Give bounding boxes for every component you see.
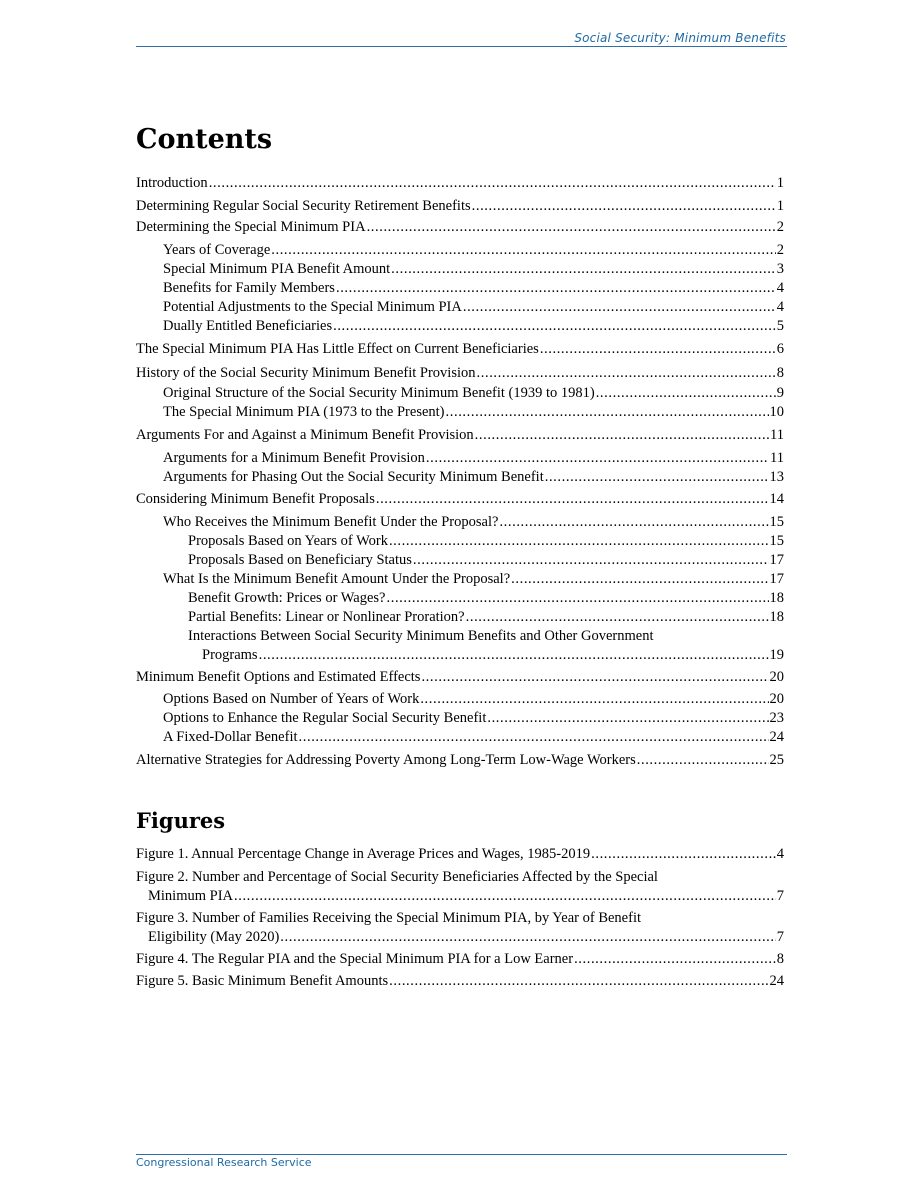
toc-entry[interactable] — [136, 197, 784, 216]
figure-label: Figure 5. Basic Minimum Benefit Amounts — [136, 973, 389, 989]
toc-entry[interactable] — [136, 608, 784, 627]
toc-label: Dually Entitled Beneficiaries — [163, 318, 333, 334]
toc-entry[interactable] — [136, 589, 784, 608]
toc-page-number: 20 — [769, 669, 784, 685]
toc-label: Arguments For and Against a Minimum Benefit Provision — [136, 427, 474, 443]
toc-label: Proposals Based on Years of Work — [188, 533, 388, 549]
toc-entry[interactable] — [136, 690, 784, 709]
toc-subgroup — [136, 690, 784, 747]
toc-label: Considering Minimum Benefit Proposals — [136, 491, 375, 507]
figure-page-number: 7 — [776, 888, 784, 904]
toc-page-number: 18 — [769, 590, 784, 606]
figure-entry[interactable] — [136, 845, 784, 864]
toc-entry[interactable] — [136, 751, 784, 770]
toc-page-number: 13 — [769, 469, 784, 485]
header-rule — [136, 46, 787, 47]
toc-label: The Special Minimum PIA (1973 to the Present) — [163, 404, 445, 420]
figure-entry[interactable] — [136, 950, 784, 969]
toc-entry[interactable] — [136, 218, 784, 237]
toc-label: Partial Benefits: Linear or Nonlinear Proration? — [188, 609, 465, 625]
toc-page-number: 10 — [769, 404, 784, 420]
toc-label: Benefit Growth: Prices or Wages? — [188, 590, 386, 606]
toc-label: Proposals Based on Beneficiary Status — [188, 552, 412, 568]
figure-entry[interactable] — [136, 972, 784, 991]
toc-page-number: 2 — [776, 219, 784, 235]
toc-entry[interactable] — [136, 668, 784, 687]
toc-label: Years of Coverage — [163, 242, 271, 258]
figure-page-number: 8 — [776, 951, 784, 967]
toc-entry[interactable] — [136, 364, 784, 383]
toc-page-number: 25 — [769, 752, 784, 768]
toc-entry-wrapped-first-line[interactable]: Interactions Between Social Security Minimum Benefits and Other Government — [188, 628, 654, 644]
contents-heading: Contents — [136, 124, 273, 155]
toc-page-number: 11 — [770, 427, 784, 443]
toc-label: Potential Adjustments to the Special Minimum PIA — [163, 299, 462, 315]
toc-entry[interactable] — [136, 298, 784, 317]
figure-page-number: 7 — [776, 929, 784, 945]
toc-label: Special Minimum PIA Benefit Amount — [163, 261, 391, 277]
toc-label: Determining the Special Minimum PIA — [136, 219, 366, 235]
toc-page-number: 15 — [769, 514, 784, 530]
toc-label: Options to Enhance the Regular Social Security Benefit — [163, 710, 487, 726]
figure-page-number: 4 — [776, 846, 784, 862]
figure-label: Figure 4. The Regular PIA and the Special Minimum PIA for a Low Earner — [136, 951, 574, 967]
toc-entry[interactable] — [136, 709, 784, 728]
toc-page-number: 14 — [769, 491, 784, 507]
toc-entry[interactable] — [136, 279, 784, 298]
toc-page-number: 17 — [769, 571, 784, 587]
toc-label: Arguments for a Minimum Benefit Provision — [163, 450, 425, 466]
toc-label: Benefits for Family Members — [163, 280, 335, 296]
toc-entry[interactable] — [136, 570, 784, 589]
toc-page-number: 23 — [769, 710, 784, 726]
toc-page-number: 9 — [776, 385, 784, 401]
running-header: Social Security: Minimum Benefits — [574, 31, 786, 45]
figure-page-number: 24 — [769, 973, 784, 989]
toc-page-number: 20 — [769, 691, 784, 707]
toc-label: Introduction — [136, 175, 208, 191]
toc-entry[interactable] — [136, 174, 784, 193]
toc-subgroup — [136, 384, 784, 422]
figure-label-first-line: Figure 3. Number of Families Receiving the Special Minimum PIA, by Year of Benefit — [136, 910, 642, 926]
figures-heading: Figures — [136, 808, 226, 833]
toc-subgroup — [136, 241, 784, 336]
toc-entry[interactable] — [136, 532, 784, 551]
figure-label-first-line: Figure 2. Number and Percentage of Social Security Beneficiaries Affected by the Special — [136, 869, 658, 885]
toc-page-number: 1 — [776, 198, 784, 214]
toc-subgroup — [136, 449, 784, 487]
toc-page-number: 4 — [776, 299, 784, 315]
toc-page-number: 4 — [776, 280, 784, 296]
figure-label: Figure 1. Annual Percentage Change in Average Prices and Wages, 1985-2019 — [136, 846, 591, 862]
figure-label: Minimum PIA — [148, 888, 233, 904]
toc-page-number: 24 — [769, 729, 784, 745]
toc-page-number: 19 — [769, 647, 784, 663]
toc-label: What Is the Minimum Benefit Amount Under the Proposal? — [163, 571, 511, 587]
toc-page-number: 2 — [776, 242, 784, 258]
toc-page-number: 6 — [776, 341, 784, 357]
toc-label: Options Based on Number of Years of Work — [163, 691, 420, 707]
toc-label: The Special Minimum PIA Has Little Effect on Current Beneficiaries — [136, 341, 539, 357]
toc-entry[interactable] — [136, 260, 784, 279]
toc-label: History of the Social Security Minimum Benefit Provision — [136, 365, 476, 381]
toc-page-number: 5 — [776, 318, 784, 334]
toc-entry[interactable] — [136, 490, 784, 509]
toc-label: A Fixed-Dollar Benefit — [163, 729, 298, 745]
toc-page-number: 8 — [776, 365, 784, 381]
toc-label: Minimum Benefit Options and Estimated Effects — [136, 669, 421, 685]
toc-label: Arguments for Phasing Out the Social Security Minimum Benefit — [163, 469, 544, 485]
figure-entry[interactable] — [136, 868, 784, 906]
toc-entry[interactable] — [136, 513, 784, 532]
toc-label: Who Receives the Minimum Benefit Under the Proposal? — [163, 514, 499, 530]
toc-page-number: 18 — [769, 609, 784, 625]
toc-entry-wrapped[interactable] — [136, 646, 784, 665]
toc-label: Alternative Strategies for Addressing Poverty Among Long-Term Low-Wage Workers — [136, 752, 636, 768]
toc-entry[interactable] — [136, 241, 784, 260]
toc-entry[interactable] — [136, 317, 784, 336]
toc-page-number: 1 — [776, 175, 784, 191]
toc-entry[interactable] — [136, 449, 784, 468]
toc-entry[interactable] — [136, 340, 784, 359]
toc-page-number: 17 — [769, 552, 784, 568]
toc-page-number: 15 — [769, 533, 784, 549]
footer-rule — [136, 1154, 787, 1155]
toc-label: Programs — [202, 647, 258, 663]
toc-entry[interactable] — [136, 728, 784, 747]
toc-page-number: 3 — [776, 261, 784, 277]
toc-entry[interactable] — [136, 403, 784, 422]
toc-label: Determining Regular Social Security Retirement Benefits — [136, 198, 471, 214]
toc-entry[interactable] — [136, 468, 784, 487]
toc-entry[interactable] — [136, 551, 784, 570]
footer-organization: Congressional Research Service — [136, 1156, 312, 1169]
toc-entry[interactable] — [136, 384, 784, 403]
toc-subgroup — [136, 513, 784, 665]
figure-label: Eligibility (May 2020) — [148, 929, 280, 945]
toc-label: Original Structure of the Social Security Minimum Benefit (1939 to 1981) — [163, 385, 595, 401]
toc-page-number: 11 — [770, 450, 784, 466]
toc-entry[interactable] — [136, 426, 784, 445]
figure-entry[interactable] — [136, 909, 784, 947]
